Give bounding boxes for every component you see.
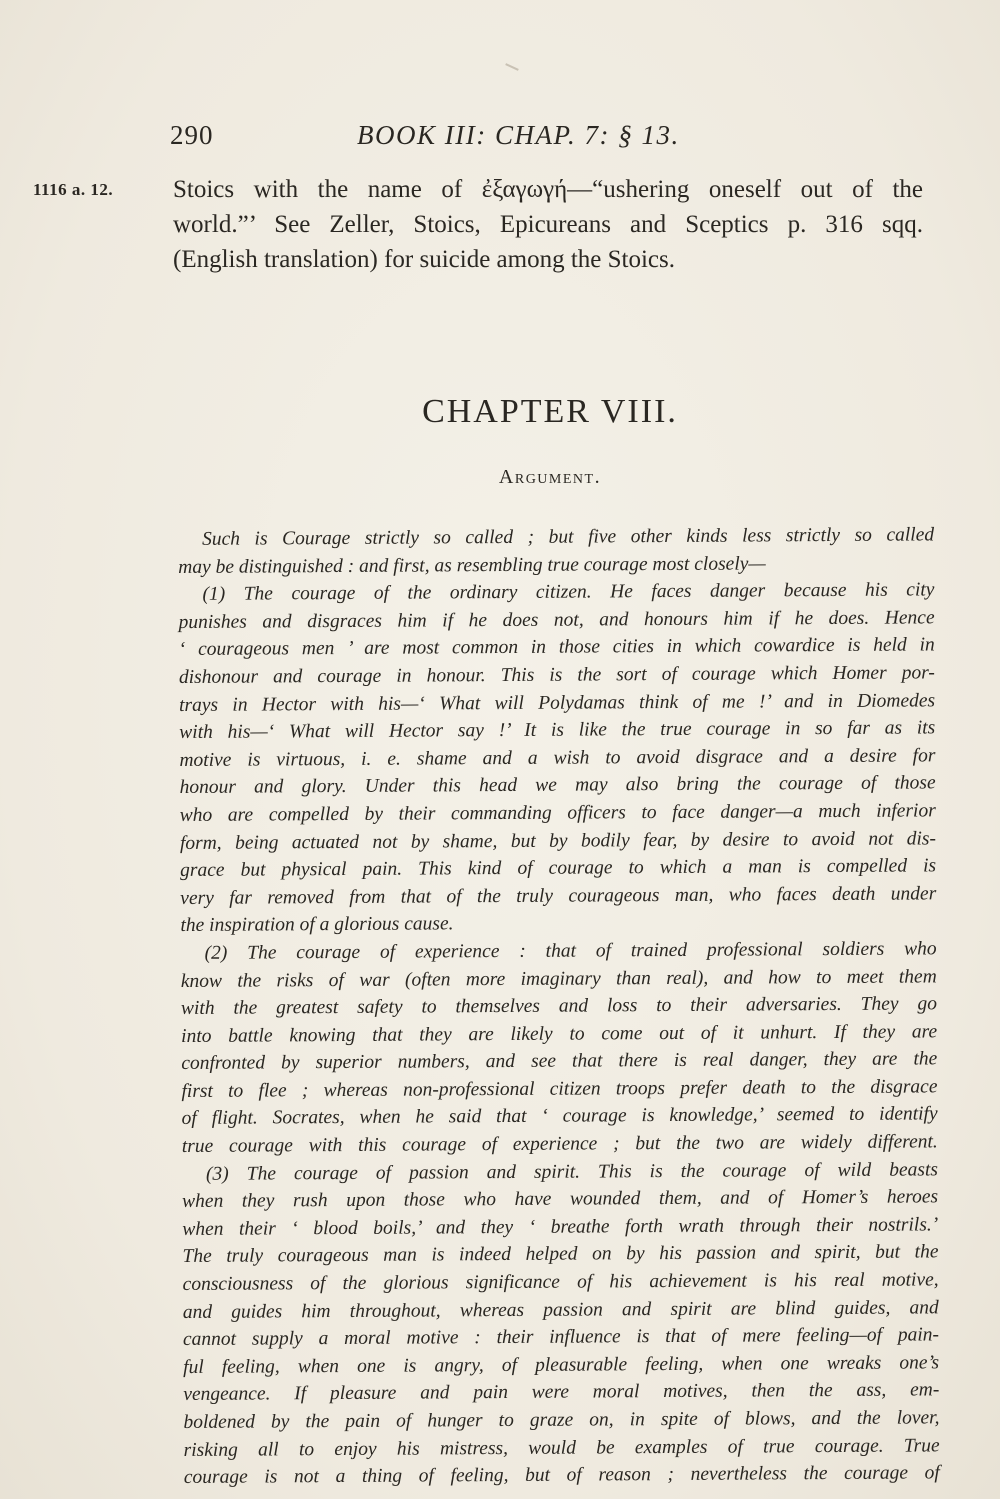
running-head: BOOK III: CHAP. 7: § 13. xyxy=(357,120,680,150)
argument-line: into battle knowing that they are likely to come out of it unhurt. If they are xyxy=(181,1021,938,1047)
argument-line: confronted by superior numbers, and see that there is real danger, they are the xyxy=(181,1048,938,1075)
argument-line: grace but physical pain. This kind of courage to which a man is compelled is xyxy=(180,855,937,882)
note-line: world.”’ See Zeller, Stoics, Epicureans and Sceptics p. 316 sqq. xyxy=(173,211,923,238)
argument-line: cannot supply a moral motive : their influence is that of mere feeling—of pain- xyxy=(182,1324,940,1351)
argument-line: of flight. Socrates, when he said that ‘ courage is knowledge,’ seemed to identify xyxy=(181,1103,938,1130)
argument-line: honour and glory. Under this head we may also bring the courage of those xyxy=(179,772,936,799)
argument-line: motive is virtuous, i. e. shame and a wish to avoid disgrace and a desire for xyxy=(179,745,936,771)
note-line: Stoics with the name of ἐξαγωγή—“ushering oneself out of the xyxy=(173,176,923,203)
argument-line: courage is not a thing of feeling, but of reason ; nevertheless the courage of xyxy=(183,1462,940,1489)
argument-line: with his—‘ What will Hector say !’ It is like the true courage in so far as its xyxy=(179,717,936,744)
argument-line: consciousness of the glorious significance of his achievement is his real motive, xyxy=(182,1269,939,1296)
argument-line: who are compelled by their commanding officers to face danger—a much inferior xyxy=(179,800,936,826)
argument-line: trays in Hector with his—‘ What will Polydamas think of me !’ and in Diomedes xyxy=(179,689,936,716)
argument-line: with the greatest safety to themselves and loss to their adversaries. They go xyxy=(180,993,937,1020)
argument-line: when they rush upon those who have wounded them, and of Homer’s heroes xyxy=(182,1186,939,1213)
argument-line: dishonour and courage in honour. This is the sort of courage which Homer por- xyxy=(178,662,935,688)
chapter-title: CHAPTER VIII. xyxy=(422,393,678,430)
argument-line: true courage with this courage of experience ; but the two are widely different. xyxy=(181,1131,938,1158)
argument-line: risking all to enjoy his mistress, would be examples of true courage. True xyxy=(183,1434,940,1461)
argument-line: (2) The courage of experience : that of trained professional soldiers who xyxy=(204,938,937,964)
argument-line: punishes and disgraces him if he does not, and honours him if he does. Hence xyxy=(178,607,935,633)
argument-line: boldened by the pain of hunger to graze on, in spite of blows, and the lover, xyxy=(183,1407,940,1433)
argument-line: (1) The courage of the ordinary citizen. He faces danger because his city xyxy=(202,579,935,606)
argument-line: very far removed from that of the truly courageous man, who faces death under xyxy=(180,883,937,909)
argument-line: ‘ courageous men ’ are most common in those cities in which cowardice is held in xyxy=(178,634,935,661)
note-line: (English translation) for suicide among the Stoics. xyxy=(173,246,675,273)
argument-line: form, being actuated not by shame, but by bodily fear, by desire to avoid not dis- xyxy=(179,827,936,854)
paper-speck xyxy=(505,63,519,71)
argument-line: vengeance. If pleasure and pain were moral motives, then the ass, em- xyxy=(183,1379,940,1406)
argument-line: first to flee ; whereas non-professional citizen troops prefer death to the disgrace xyxy=(181,1076,938,1102)
argument-line: when their ‘ blood boils,’ and they ‘ breathe forth wrath through their nostrils.’ xyxy=(182,1214,939,1240)
argument-line: (3) The courage of passion and spirit. This is the courage of wild beasts xyxy=(205,1159,939,1185)
argument-heading: Argument. xyxy=(498,466,602,488)
argument-line: The truly courageous man is indeed helped on by his passion and spirit, but the xyxy=(182,1241,939,1268)
argument-line: Such is Courage strictly so called ; but five other kinds less strictly so called xyxy=(202,524,935,550)
margin-reference: 1116 a. 12. xyxy=(33,180,114,199)
argument-text xyxy=(178,521,940,1491)
page-header xyxy=(170,120,770,160)
note-continuation xyxy=(173,172,923,277)
argument-line: ful feeling, when one is angry, of pleasurable feeling, when one wreaks one’s xyxy=(183,1352,940,1378)
argument-line: know the risks of war (often more imaginary than real), and how to meet them xyxy=(180,965,937,992)
argument-line: and guides him throughout, whereas passion and spirit are blind guides, and xyxy=(182,1296,939,1323)
argument-line: the inspiration of a glorious cause. xyxy=(180,913,454,937)
page-number: 290 xyxy=(170,120,214,150)
argument-line: may be distinguished : and first, as resembling true courage most closely— xyxy=(178,553,766,578)
